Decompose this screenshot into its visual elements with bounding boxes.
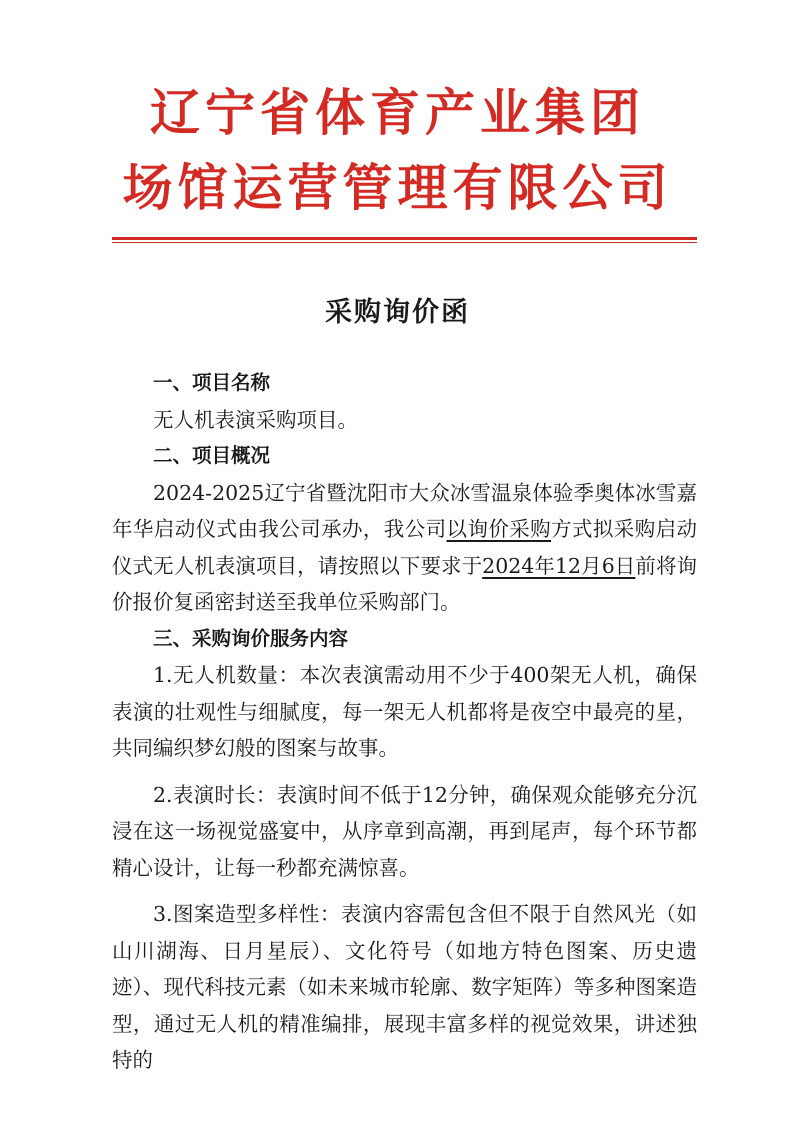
section-3-heading: 三、采购询价服务内容 <box>153 626 349 650</box>
section-2-heading: 二、项目概况 <box>153 444 271 467</box>
letterhead-divider-thick <box>112 237 697 240</box>
paragraph-spacer <box>112 886 697 896</box>
section-2-text-a: 2024-2025辽宁省暨沈阳市大众冰雪温泉体验季奥体冰雪嘉年华启动仪式由我公司承办，我公司 <box>112 480 697 541</box>
letterhead-line-1: 辽宁省体育产业集团 <box>150 84 645 142</box>
service-item-1: 1.无人机数量：本次表演需动用不少于400架无人机，确保表演的壮观性与细腻度，每一架无人机都将是夜空中最亮的星，共同编织梦幻般的图案与故事。 <box>112 663 697 760</box>
section-2-paragraph <box>112 475 697 621</box>
section-2-text-b: 方式拟采购启动仪式无人机表演项目，请按照以下要求于 <box>112 517 698 578</box>
document-title: 采购询价函 <box>325 297 470 328</box>
service-item-2: 2.表演时长：表演时间不低于12分钟，确保观众能够充分沉浸在这一场视觉盛宴中，从序章到高潮，再到尾声，每个环节都精心设计，让每一秒都充满惊喜。 <box>112 782 697 880</box>
document-body <box>112 365 697 1079</box>
paragraph-spacer <box>112 767 697 777</box>
section-1-heading: 一、项目名称 <box>153 371 271 394</box>
letterhead-line-2: 场馆运营管理有限公司 <box>122 159 673 217</box>
section-2-text-c: 前将询价报价复函密封送至我单位采购部门。 <box>112 553 698 614</box>
procurement-method-underlined: 以询价采购 <box>446 517 552 541</box>
deadline-date-underlined: 2024年12月6日 <box>482 553 636 578</box>
letterhead-divider-thin <box>112 242 697 243</box>
section-1-text: 无人机表演采购项目。 <box>153 407 358 432</box>
service-item-3: 3.图案造型多样性：表演内容需包含但不限于自然风光（如山川湖海、日月星辰）、文化符号（如地方特色图案、历史遗迹）、现代科技元素（如未来城市轮廓、数字矩阵）等多种图案造型，通过无人机的精准编排，展现丰富多样的视觉效果，讲述独特的 <box>112 902 697 1072</box>
